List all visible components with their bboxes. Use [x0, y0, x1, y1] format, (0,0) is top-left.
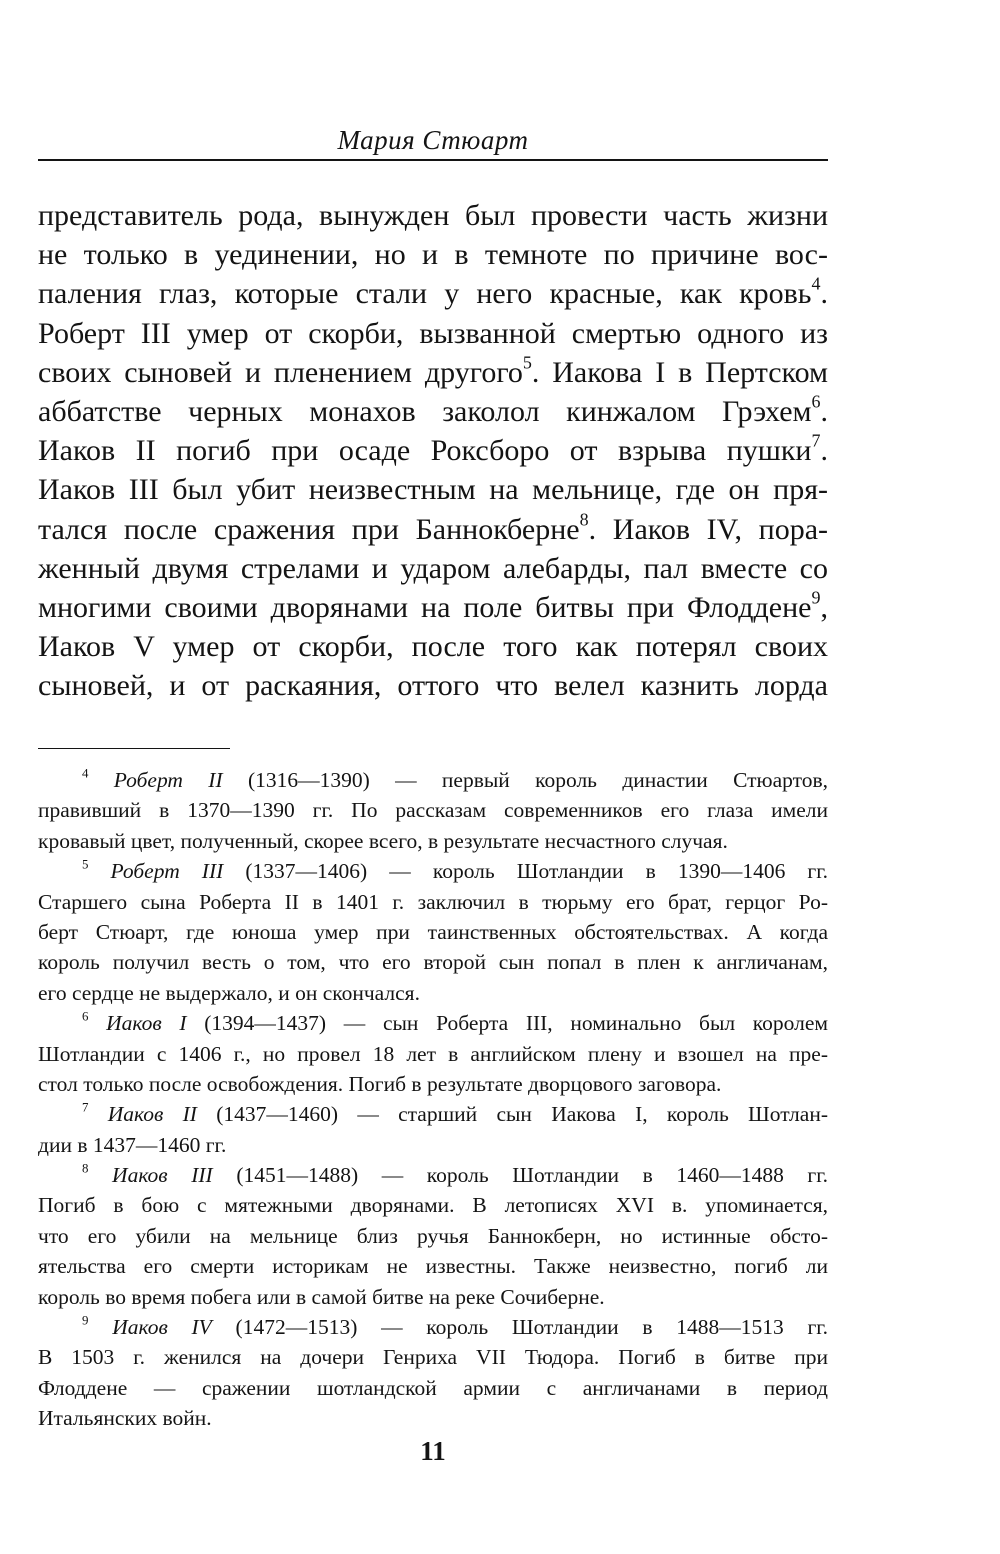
- footnote-line: берт Стюарт, где юноша умер при таинственных обстоятельствах. А когда: [38, 919, 828, 944]
- footnote-line: король получил весть о том, что его второй сын попал в плен к англичанам,: [38, 950, 828, 975]
- body-line: многими своими дворянами на поле битвы при Флоддене$^9$,: [38, 587, 828, 624]
- body-line: [38, 235, 828, 274]
- body-line: паления глаз, которые стали у него красные, как кровь$^4$.: [38, 273, 828, 311]
- body-line-text: женный двумя стрелами и ударом алебарды, пал вместе со: [38, 551, 828, 585]
- footnote-number: 6: [82, 1009, 89, 1024]
- body-line-text: Роберт III умер от скорби, вызванной смертью одного из: [38, 316, 828, 350]
- body-line: [38, 666, 828, 705]
- footnote-line: король во время побега или в самой битве на реке Сочиберне.: [38, 1284, 605, 1309]
- footnote-line: Погиб в бою с мятежными дворянами. В летописях XVI в. упоминается,: [38, 1193, 828, 1218]
- footnote-text: (1472—1513) — король Шотландии в 1488—1513 гг.: [235, 1315, 829, 1340]
- body-line: тался после сражения при Баннокберне$^8$. Иаков IV, пора-: [38, 509, 829, 546]
- footnote-line: дии в 1437—1460 гг.: [38, 1132, 227, 1157]
- header-rule: [38, 159, 828, 161]
- footnote-line: [38, 765, 828, 795]
- footnote-name: Роберт III: [110, 859, 224, 884]
- body-line: [38, 470, 828, 509]
- footnote-line: Шотландии с 1406 г., но провел 18 лет в английском плену и взошел на пре-: [38, 1041, 828, 1066]
- footnote-name: Иаков I: [106, 1011, 187, 1036]
- running-head: Мария Стюарт: [337, 125, 529, 155]
- footnote-number: 5: [82, 857, 89, 872]
- footnote-ref: 7: [811, 430, 821, 451]
- footnote-line: В 1503 г. женился на дочери Генриха VII Тюдора. Погиб в битве при: [38, 1345, 828, 1370]
- body-line: своих сыновей и пленением другого$^5$. Иакова I в Пертском: [38, 352, 828, 389]
- body-line-text: представитель рода, вынужден был провести часть жизни: [38, 199, 828, 232]
- footnote-ref: 4: [811, 273, 821, 294]
- footnote-line: Старшего сына Роберта II в 1401 г. заключил в тюрьму его брат, герцог Ро-: [38, 889, 828, 914]
- footnote-name: Иаков IV: [112, 1315, 212, 1340]
- footnote-name: Иаков II: [107, 1102, 197, 1127]
- body-line-text: не только в уединении, но и в темноте по причине вос-: [38, 238, 828, 272]
- page-number: 11: [420, 1436, 446, 1466]
- footnote-name: Иаков III: [112, 1163, 213, 1188]
- footnote-number: 7: [82, 1100, 89, 1115]
- footnotes: [38, 765, 828, 1434]
- body-line-text: сыновей, и от раскаяния, оттого что велел казнить лорда: [38, 669, 828, 703]
- body-line-text: Иаков V умер от скорби, после того как потерял своих: [38, 630, 828, 664]
- footnote-ref: 8: [579, 509, 589, 529]
- body-line-text: тался после сражения при Баннокберне: [38, 512, 580, 546]
- footnote-text: (1394—1437) — сын Роберта III, номинально был королем: [204, 1011, 829, 1036]
- footnote-line: его сердце не выдержало, и он скончался.: [38, 980, 420, 1005]
- body-line-text: паления глаз, которые стали у него красные, как кровь: [38, 277, 812, 311]
- body-line: [38, 196, 828, 235]
- footnote-text: (1316—1390) — первый король династии Стюартов,: [247, 768, 828, 792]
- body-line-text: аббатстве черных монахов заколол кинжалом Грэхем: [38, 394, 812, 428]
- body-line-text: многими своими дворянами на поле битвы при Флоддене: [38, 590, 812, 624]
- footnote-line: [38, 1099, 828, 1129]
- footnote-line: правивший в 1370—1390 гг. По рассказам современников его глаза имели: [38, 798, 828, 823]
- body-line: Иаков II погиб при осаде Роксборо от взрыва пушки$^7$.: [38, 430, 828, 468]
- body-line: [38, 627, 828, 666]
- body-line-text: своих сыновей и пленением другого: [38, 355, 523, 389]
- footnote-rule: [38, 748, 230, 749]
- body-line-text: Иаков III был убит неизвестным на мельнице, где он пря-: [38, 473, 828, 507]
- body-line-text: Иаков IV, пора-: [612, 512, 829, 546]
- body-line-text: Иаков II погиб при осаде Роксборо от взрыва пушки: [38, 434, 812, 468]
- footnote-number: 4: [82, 766, 89, 781]
- footnote-line: ятельства его смерти историкам не известны. Также неизвестно, погиб ли: [38, 1254, 828, 1279]
- body-line-text: Иакова I в Пертском: [552, 355, 828, 389]
- body-text: [38, 196, 828, 705]
- footnote-line: стол только после освобождения. Погиб в результате дворцового заговора.: [38, 1071, 722, 1096]
- footnote-line: [38, 1160, 828, 1190]
- footnote-line: кровавый цвет, полученный, скорее всего, в результате несчастного случая.: [38, 828, 728, 853]
- footnote-ref: 6: [811, 391, 821, 412]
- footnote-line: Флоддене — сражении шотландской армии с англичанами в период: [38, 1375, 828, 1400]
- footnote-number: 8: [82, 1161, 89, 1176]
- footnote-line: [38, 856, 828, 886]
- body-line: [38, 549, 828, 588]
- body-line: [38, 314, 828, 353]
- footnote-text: (1451—1488) — король Шотландии в 1460—1488 гг.: [236, 1163, 829, 1188]
- footnote-name: Роберт II: [113, 768, 223, 792]
- footnote-line: [38, 1312, 828, 1342]
- footnote-line: [38, 1008, 828, 1038]
- footnote-line: что его убили на мельнице близ ручья Баннокберн, но истинные обсто-: [38, 1223, 828, 1248]
- footnote-line: Итальянских войн.: [38, 1406, 212, 1431]
- footnote-ref: 5: [522, 352, 532, 373]
- footnote-text: (1337—1406) — король Шотландии в 1390—1406 гг.: [245, 859, 829, 884]
- footnote-text: (1437—1460) — старший сын Иакова I, король Шотлан-: [216, 1102, 828, 1127]
- footnote-number: 9: [82, 1313, 89, 1328]
- body-line: аббатстве черных монахов заколол кинжалом Грэхем$^6$.: [38, 391, 828, 428]
- footnote-ref: 9: [811, 587, 821, 608]
